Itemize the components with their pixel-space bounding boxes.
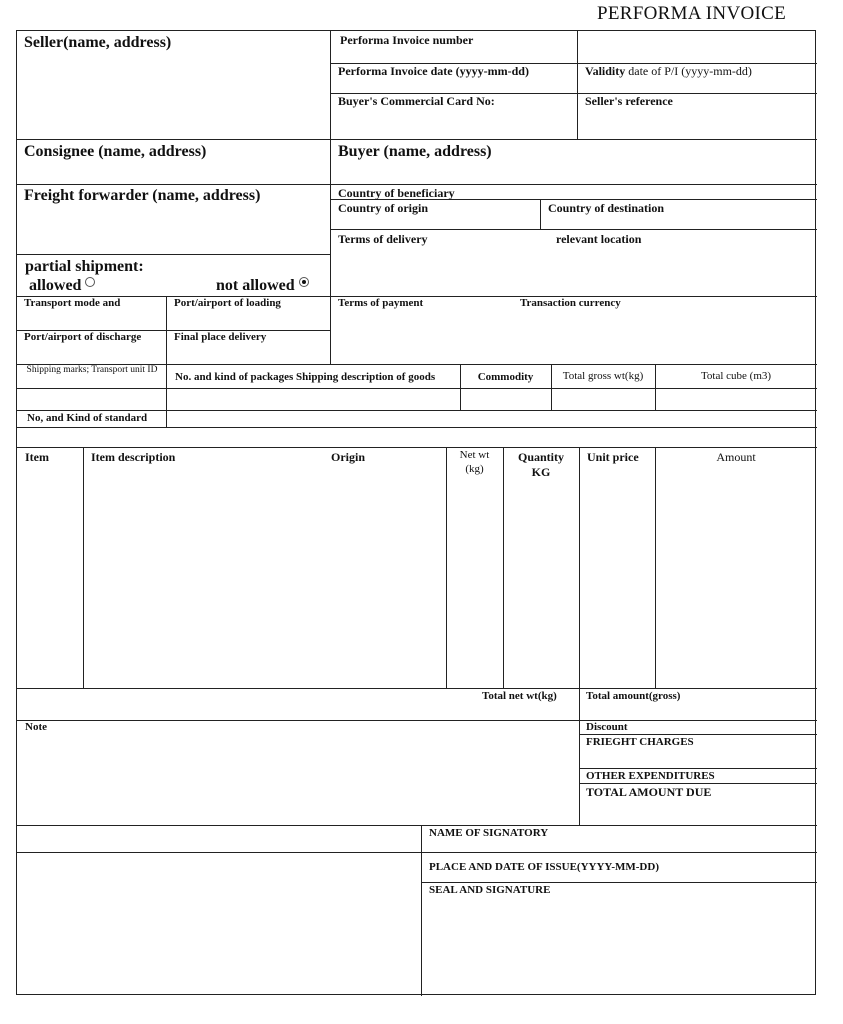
signatory-name-label: NAME OF SIGNATORY <box>429 827 549 839</box>
freight-forwarder-label: Freight forwarder (name, address) <box>24 187 261 204</box>
item-column-header: Item <box>25 450 49 464</box>
quantity-column-header: Quantity <box>517 450 564 464</box>
port-discharge-label: Port/airport of discharge <box>24 331 142 343</box>
divider <box>579 783 817 784</box>
amount-column-header: Amount <box>716 450 756 464</box>
divider <box>17 825 817 826</box>
divider <box>446 447 447 688</box>
divider <box>17 720 817 721</box>
commodity-label: Commodity <box>477 371 534 383</box>
invoice-date-label: Performa Invoice date (yyyy-mm-dd) <box>338 64 529 78</box>
divider <box>17 410 817 411</box>
not-allowed-option[interactable]: not allowed <box>216 277 309 295</box>
description-column-header: Item description <box>91 450 176 464</box>
other-expenditures-label: OTHER EXPENDITURES <box>586 770 715 782</box>
divider <box>579 447 580 688</box>
quantity-unit: KG <box>531 465 551 479</box>
divider <box>503 447 504 688</box>
total-net-weight-label: Total net wt(kg) <box>482 690 557 702</box>
country-beneficiary-label: Country of beneficiary <box>338 186 455 200</box>
divider <box>17 254 330 255</box>
seller-label: Seller(name, address) <box>24 34 172 51</box>
buyer-label: Buyer (name, address) <box>338 143 492 160</box>
divider <box>17 184 817 185</box>
net-weight-column-header: Net wt <box>459 449 490 461</box>
net-weight-unit: (kg) <box>465 463 484 475</box>
divider <box>579 734 817 735</box>
divider <box>83 447 84 688</box>
divider <box>17 388 817 389</box>
seal-signature-label: SEAL AND SIGNATURE <box>429 884 551 896</box>
buyer-card-label: Buyer's Commercial Card No: <box>338 94 495 108</box>
seller-reference-label: Seller's reference <box>585 94 673 108</box>
final-place-label: Final place delivery <box>174 331 267 343</box>
divider <box>577 31 578 139</box>
divider <box>330 229 817 230</box>
divider <box>17 427 817 428</box>
terms-delivery-label: Terms of delivery <box>338 232 428 246</box>
gross-weight-label: Total gross wt(kg) <box>562 370 644 382</box>
divider <box>421 825 422 996</box>
divider <box>17 139 817 140</box>
divider <box>166 296 167 364</box>
standard-label: No, and Kind of standard <box>27 412 148 424</box>
total-due-label: TOTAL AMOUNT DUE <box>586 785 712 799</box>
page-title: PERFORMA INVOICE <box>596 3 786 24</box>
currency-label: Transaction currency <box>520 297 621 309</box>
packages-description-label: No. and kind of packages Shipping description of goods <box>175 371 436 383</box>
invoice-form <box>16 30 816 995</box>
divider <box>579 768 817 769</box>
relevant-location-label: relevant location <box>556 232 642 246</box>
terms-payment-label: Terms of payment <box>338 297 424 309</box>
note-label: Note <box>25 721 47 733</box>
total-amount-label: Total amount(gross) <box>586 690 681 702</box>
consignee-label: Consignee (name, address) <box>24 143 207 160</box>
divider <box>17 447 817 448</box>
place-date-label: PLACE AND DATE OF ISSUE(YYYY-MM-DD) <box>429 861 659 873</box>
divider <box>330 31 331 364</box>
divider <box>166 410 167 427</box>
divider <box>421 882 817 883</box>
shipping-marks-label: Shipping marks; Transport unit ID <box>26 365 158 375</box>
not-allowed-radio[interactable] <box>299 277 309 287</box>
country-destination-label: Country of destination <box>548 201 665 215</box>
freight-charges-label: FRIEGHT CHARGES <box>586 736 694 748</box>
validity-label: Validity date of P/I (yyyy-mm-dd) <box>585 64 752 78</box>
total-cube-label: Total cube (m3) <box>700 370 772 382</box>
invoice-number-label: Performa Invoice number <box>340 33 474 47</box>
divider <box>166 364 167 410</box>
partial-shipment-label: partial shipment: <box>25 258 144 275</box>
port-loading-label: Port/airport of loading <box>174 297 281 309</box>
allowed-radio[interactable] <box>85 277 95 287</box>
divider <box>579 688 580 825</box>
unit-price-column-header: Unit price <box>587 450 639 464</box>
divider <box>17 852 817 853</box>
divider <box>655 447 656 688</box>
transport-mode-label: Transport mode and <box>24 297 121 309</box>
discount-label: Discount <box>586 721 628 733</box>
divider <box>540 199 541 229</box>
origin-column-header: Origin <box>331 450 366 464</box>
country-origin-label: Country of origin <box>338 201 428 215</box>
divider <box>17 688 817 689</box>
allowed-option[interactable]: allowed <box>29 277 95 295</box>
